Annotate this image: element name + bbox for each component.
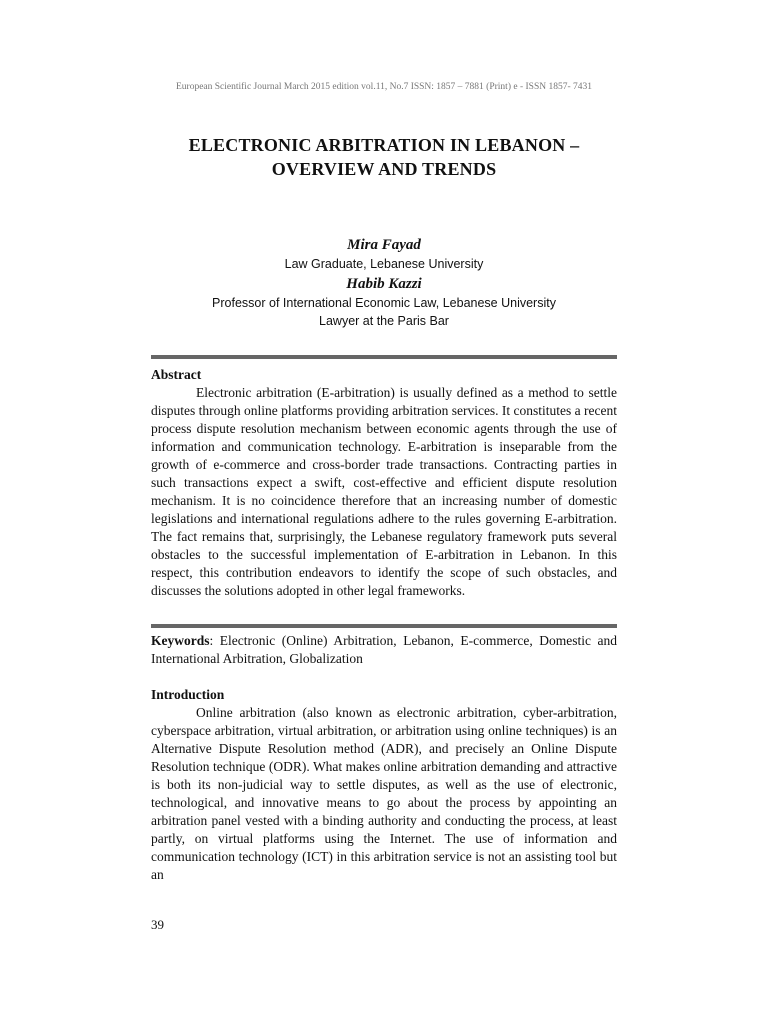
title-line-2: OVERVIEW AND TRENDS bbox=[271, 159, 497, 179]
author-name-1: Mira Fayad bbox=[347, 237, 421, 253]
page-number: 39 bbox=[151, 917, 164, 932]
introduction-text: Online arbitration (also known as electronic arbitration, cyber-arbitration, cyberspace arbitration, virtual arbitration, or arbitration using online techniques) is an Alternative Dispute Resolution method (ADR), and precisely an Online Dispute Resolution technique (ODR). What makes online arbitration demanding and attractive is both its non-judicial way to settle disputes, as well as the use of electronic, technological, and innovative means to go about the process by appointing an arbitration panel vested with a binding authority and conducting the process, at least partly, on virtual platforms using the Internet. The use of information and communication technology (ICT) in this arbitration service is not an assisting tool but an bbox=[151, 705, 617, 882]
paper-title bbox=[110, 133, 658, 181]
keywords-label: Keywords bbox=[151, 633, 210, 648]
author-affiliation-1: Law Graduate, Lebanese University bbox=[284, 257, 484, 271]
keywords-section bbox=[151, 632, 617, 668]
title-line-1: ELECTRONIC ARBITRATION IN LEBANON – bbox=[188, 135, 580, 155]
divider-bottom bbox=[151, 624, 617, 628]
keywords-text: Electronic (Online) Arbitration, Lebanon, E-commerce, Domestic and International Arbitration, Globalization bbox=[151, 633, 617, 666]
author-name-2: Habib Kazzi bbox=[346, 275, 422, 292]
abstract-text: Electronic arbitration (E-arbitration) is usually defined as a method to settle disputes through online platforms providing arbitration services. It constitutes a recent process dispute resolution mechanism between economic agents through the use of information and communication technology. E-arbitration is inseparable from the growth of e-commerce and cross-border trade transactions. Contracting parties in such transactions expect a swift, cost-effective and efficient dispute resolution mechanism. It is no coincidence therefore that an increasing number of domestic legislations and international regulations adhere to the rules governing E-arbitration. The fact remains that, surprisingly, the Lebanese regulatory framework puts several obstacles to the successful implementation of E-arbitration in Lebanon. In this respect, this contribution endeavors to identify the scope of such obstacles, and discusses the solutions adopted in other legal frameworks. bbox=[151, 385, 618, 598]
abstract-heading: Abstract bbox=[151, 367, 202, 382]
abstract-section bbox=[151, 366, 617, 600]
introduction-section bbox=[151, 686, 617, 884]
author-affiliation-2: Professor of International Economic Law, Lebanese University bbox=[212, 295, 556, 310]
keywords-separator: : bbox=[209, 633, 214, 648]
author-affiliation-2b: Lawyer at the Paris Bar bbox=[319, 314, 449, 328]
introduction-heading: Introduction bbox=[151, 687, 225, 702]
divider-top bbox=[151, 355, 617, 359]
author-block bbox=[110, 235, 658, 331]
journal-header: European Scientific Journal March 2015 edition vol.11, No.7 ISSN: 1857 – 7881 (Print) e - ISSN 1857- 7431 bbox=[175, 82, 592, 92]
